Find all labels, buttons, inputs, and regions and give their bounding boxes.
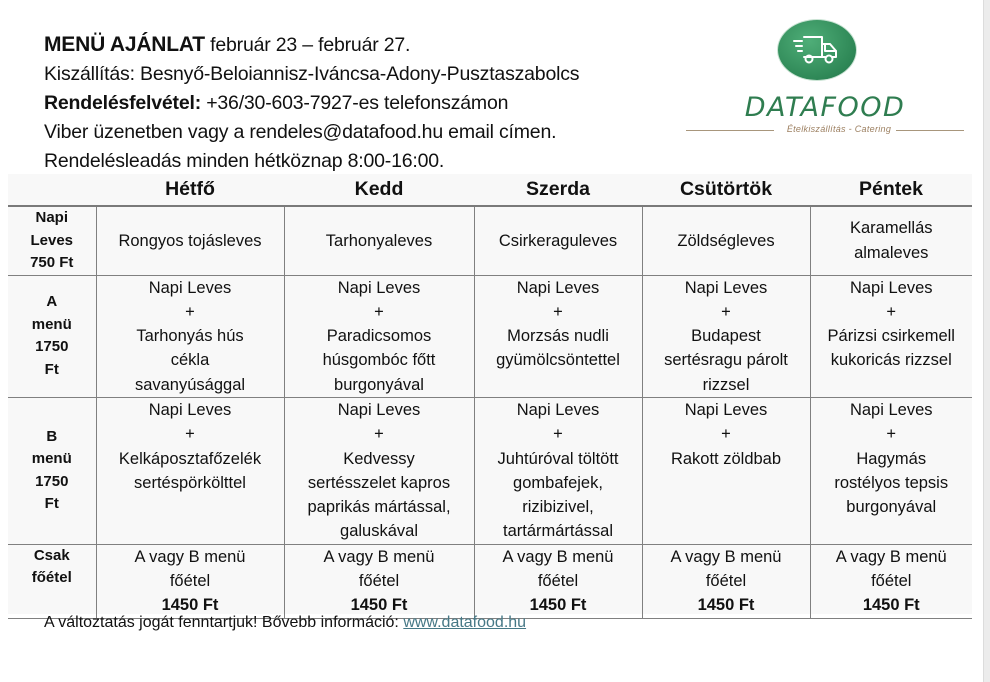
menu-b-row [8, 397, 972, 544]
dish-line: savanyúsággal [134, 375, 246, 394]
dish-line: főétel [169, 572, 211, 591]
dish-line: + [374, 425, 384, 444]
row-header [8, 206, 96, 275]
row-header-line: menü [31, 450, 72, 468]
row-header-line: 1750 [35, 338, 69, 356]
menu-cell [642, 544, 810, 618]
dish-line: Napi Leves [684, 400, 768, 419]
price-label: 1450 Ft [862, 596, 920, 615]
day-header: Csütörtök [642, 174, 810, 206]
dish-line: főétel [537, 572, 579, 591]
dish-line: Kelkáposztafőzelék [118, 449, 262, 468]
menu-cell [96, 544, 284, 618]
menu-cell [642, 275, 810, 397]
dish-line: húsgombóc főtt [322, 351, 436, 370]
dish-line: Juhtúróval töltött [497, 449, 619, 468]
price-label: 1450 Ft [529, 596, 587, 615]
dish-line: Tarhonyaleves [325, 231, 433, 250]
dish-line: Napi Leves [337, 278, 421, 297]
menu-cell [474, 544, 642, 618]
row-header-line: főétel [31, 569, 72, 587]
dish-line: Csirkeraguleves [498, 231, 618, 250]
dish-line: Párizsi csirkemell [827, 327, 955, 346]
menu-cell [642, 397, 810, 544]
dish-line: sertésszelet kapros [307, 473, 451, 492]
dish-line: főétel [705, 572, 747, 591]
dish-line: gyümölcsöntettel [496, 351, 620, 370]
tagline-divider-left [686, 130, 774, 131]
date-range: február 23 – február 27. [204, 34, 411, 56]
dish-line: rizzsel [702, 375, 750, 394]
soup-row [8, 206, 972, 275]
dish-line: tartármártással [502, 522, 614, 541]
row-header-line: A [46, 293, 58, 311]
dish-line: gombafejek, [513, 473, 603, 492]
row-header-line: Ft [44, 360, 59, 378]
dish-line: Kedvessy [343, 449, 415, 468]
menu-cell [810, 397, 972, 544]
dish-line: paprikás mártással, [307, 498, 451, 517]
row-header [8, 544, 96, 618]
dish-line: Napi Leves [684, 278, 768, 297]
day-header-row [8, 174, 972, 206]
menu-cell [284, 397, 474, 544]
dish-line: A vagy B menü [502, 547, 614, 566]
dish-line: Rongyos tojásleves [118, 231, 262, 250]
dish-line: Napi Leves [516, 278, 600, 297]
day-header: Kedd [284, 174, 474, 206]
dish-line: rizibizivel, [522, 498, 594, 517]
order-label: Rendelésfelvétel: [44, 92, 201, 114]
main-only-row [8, 544, 972, 618]
dish-line: főétel [358, 572, 400, 591]
dish-line: + [886, 425, 897, 444]
day-header: Hétfő [96, 174, 284, 206]
row-header-line: B [46, 427, 58, 445]
price-label: 1450 Ft [697, 596, 755, 615]
dish-line: Zöldségleves [677, 231, 775, 250]
row-header-line: menü [31, 315, 72, 333]
viber-email: Viber üzenetben vagy a rendeles@datafood.hu email címen. [44, 121, 557, 143]
logo-wordmark: DATAFOOD [744, 92, 906, 123]
title-line [44, 30, 579, 60]
dish-line: Morzsás nudli [507, 327, 609, 346]
row-header-line: 1750 [35, 472, 69, 490]
row-header-line: Csak [33, 546, 70, 564]
dish-line: A vagy B menü [670, 547, 782, 566]
dish-line: Napi Leves [148, 400, 232, 419]
dish-line: cékla [170, 351, 210, 370]
dish-line: főétel [871, 572, 912, 591]
footer-text: A változtatás jogát fenntartjuk! Bővebb információ: [44, 614, 404, 631]
menu-cell [96, 206, 284, 275]
menu-cell [474, 206, 642, 275]
dish-line: + [553, 425, 563, 444]
weekly-menu-table [8, 174, 972, 619]
menu-cell [284, 275, 474, 397]
dish-line: burgonyával [846, 498, 937, 517]
menu-cell [642, 206, 810, 275]
dish-line: Napi Leves [148, 278, 232, 297]
price-label: 1450 Ft [350, 596, 408, 615]
dish-line: + [185, 425, 195, 444]
dish-line: A vagy B menü [835, 547, 947, 566]
menu-cell [96, 275, 284, 397]
dish-line: burgonyával [334, 375, 424, 394]
footer-note [44, 614, 526, 632]
datafood-logo [686, 20, 964, 140]
delivery-area: Kiszállítás: Besnyő-Beloiannisz-Iváncsa-Adony-Pusztaszabolcs [44, 63, 580, 85]
row-header [8, 397, 96, 544]
logo-tagline: Ételkiszállítás - Catering [786, 124, 892, 134]
dish-line: rostélyos tepsis [834, 473, 949, 492]
dish-line: sertésragu párolt [664, 351, 788, 370]
logo-badge [778, 20, 856, 80]
dish-line: galuskával [340, 522, 418, 541]
logo-tagline-row [686, 124, 964, 138]
menu-title: MENÜ AJÁNLAT [44, 33, 205, 56]
order-hours: Rendelésleadás minden hétköznap 8:00-16:00. [44, 150, 445, 172]
page-edge [983, 0, 990, 682]
row-header [8, 275, 96, 397]
dish-line: kukoricás rizzsel [830, 351, 952, 370]
menu-cell [810, 206, 972, 275]
dish-line: Tarhonyás hús [136, 327, 244, 346]
day-header: Szerda [474, 174, 642, 206]
dish-line: + [374, 302, 384, 321]
dish-line: Hagymás [856, 449, 927, 468]
dish-line: Napi Leves [849, 278, 933, 297]
dish-line: Napi Leves [516, 400, 600, 419]
website-link[interactable]: www.datafood.hu [403, 614, 527, 631]
dish-line: + [553, 302, 563, 321]
order-line [44, 89, 579, 118]
dish-line: A vagy B menü [134, 547, 246, 566]
dish-line: Napi Leves [849, 400, 933, 419]
menu-cell [284, 544, 474, 618]
dish-line: + [185, 302, 195, 321]
dish-line: + [886, 302, 897, 321]
dish-line: Paradicsomos [326, 327, 432, 346]
dish-line: Karamellás [849, 219, 933, 238]
dish-line: + [721, 302, 731, 321]
menu-a-row [8, 275, 972, 397]
menu-cell [474, 397, 642, 544]
corner-cell [8, 174, 96, 206]
menu-cell [284, 206, 474, 275]
menu-cell [96, 397, 284, 544]
menu-cell [810, 544, 972, 618]
row-header-line: 750 Ft [30, 254, 74, 271]
tagline-divider-right [896, 130, 964, 131]
row-header-line: Ft [44, 495, 59, 513]
dish-line: Rakott zöldbab [670, 449, 782, 468]
row-header-line: Leves [30, 231, 74, 249]
day-header: Péntek [810, 174, 972, 206]
menu-header [44, 30, 579, 176]
price-label: 1450 Ft [161, 596, 219, 615]
delivery-truck-icon [792, 32, 844, 68]
menu-cell [810, 275, 972, 397]
dish-line: almaleves [854, 243, 929, 262]
dish-line: + [721, 425, 731, 444]
menu-cell [474, 275, 642, 397]
order-phone: +36/30-603-7927-es telefonszámon [201, 92, 509, 114]
dish-line: Budapest [691, 327, 761, 346]
row-header-line: Napi [35, 209, 68, 226]
dish-line: Napi Leves [337, 400, 421, 419]
dish-line: sertéspörkölttel [134, 473, 246, 492]
dish-line: A vagy B menü [323, 547, 435, 566]
